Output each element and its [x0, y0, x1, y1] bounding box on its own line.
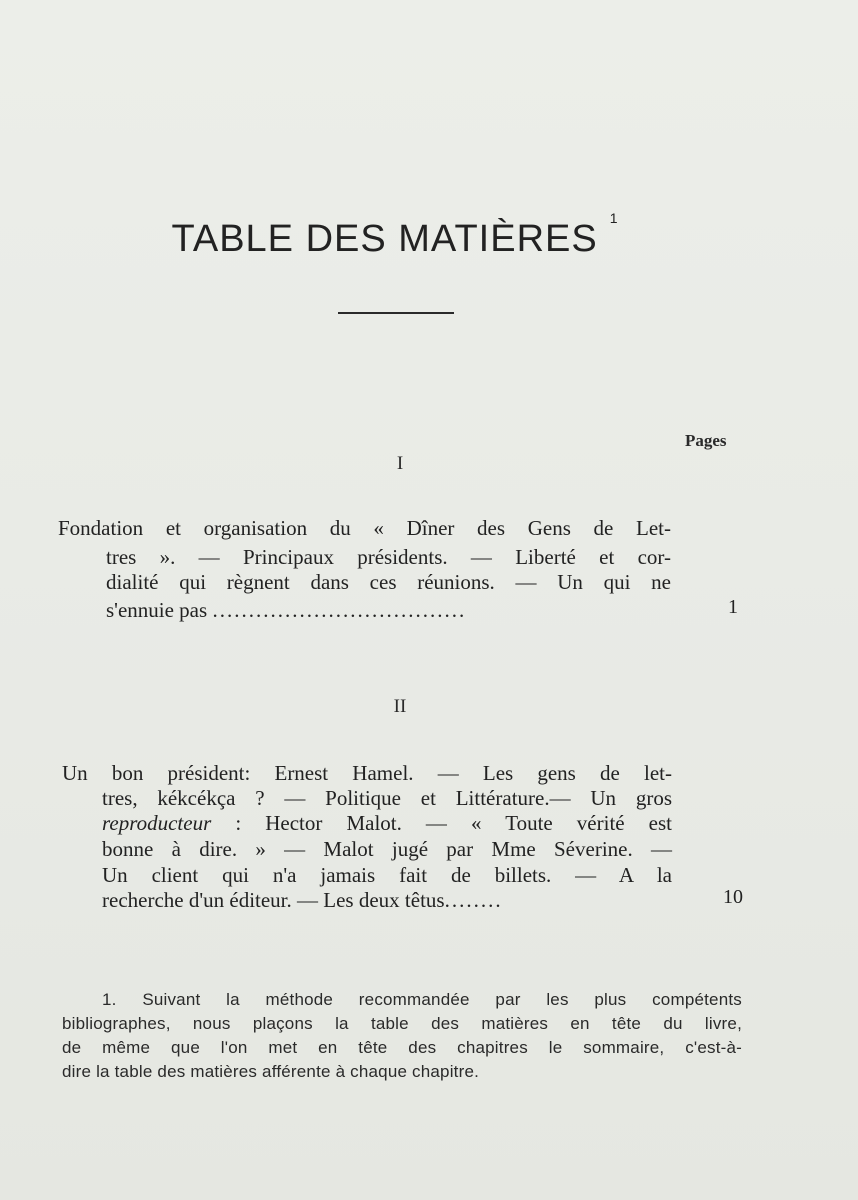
toc-entry-line	[102, 811, 672, 836]
toc-entry-line: Un bon président: Ernest Hamel. — Les gens de let-	[62, 761, 672, 785]
section-numeral-i: I	[396, 453, 404, 474]
dot-leader: ........	[444, 888, 503, 912]
toc-entry-line: bonne à dire. » — Malot jugé par Mme Séverine. —	[102, 837, 672, 861]
toc-entry-line: Fondation et organisation du « Dîner des Gens de Let-	[58, 516, 671, 540]
page-title-text: TABLE DES MATIÈRES	[171, 218, 598, 260]
toc-entry-line	[102, 888, 672, 913]
toc-entry-text: recherche d'un éditeur. — Les deux têtus	[102, 888, 445, 912]
title-footnote-marker: 1	[609, 210, 619, 227]
toc-entry-line	[106, 598, 671, 623]
toc-entry-line: Un client qui n'a jamais fait de billets. — A la	[102, 863, 672, 887]
toc-entry-text: s'ennuie pas	[106, 598, 208, 622]
title-rule	[338, 312, 454, 314]
section-numeral-ii: II	[393, 696, 407, 717]
italic-term: reproducteur	[102, 811, 212, 835]
toc-entry-text: : Hector Malot. — « Toute vérité est	[211, 811, 672, 835]
dot-leader: ...................................	[212, 598, 467, 622]
toc-entry-line: tres ». — Principaux présidents. — Liberté et cor-	[106, 545, 671, 569]
toc-page-number: 1	[728, 596, 738, 618]
page-title	[0, 210, 790, 261]
footnote-line: 1. Suivant la méthode recommandée par les plus compétents	[102, 990, 742, 1009]
pages-column-label: Pages	[685, 431, 727, 450]
toc-page-number: 10	[723, 886, 743, 908]
footnote-line: dire la table des matières afférente à chaque chapitre.	[62, 1062, 480, 1081]
toc-entry-line: tres, kékcékça ? — Politique et Littérature.— Un gros	[102, 786, 672, 810]
footnote-line: de même que l'on met en tête des chapitres le sommaire, c'est-à-	[62, 1038, 742, 1057]
footnote-line: bibliographes, nous plaçons la table des matières en tête du livre,	[62, 1014, 742, 1033]
toc-entry-line: dialité qui règnent dans ces réunions. — Un qui ne	[106, 570, 671, 594]
